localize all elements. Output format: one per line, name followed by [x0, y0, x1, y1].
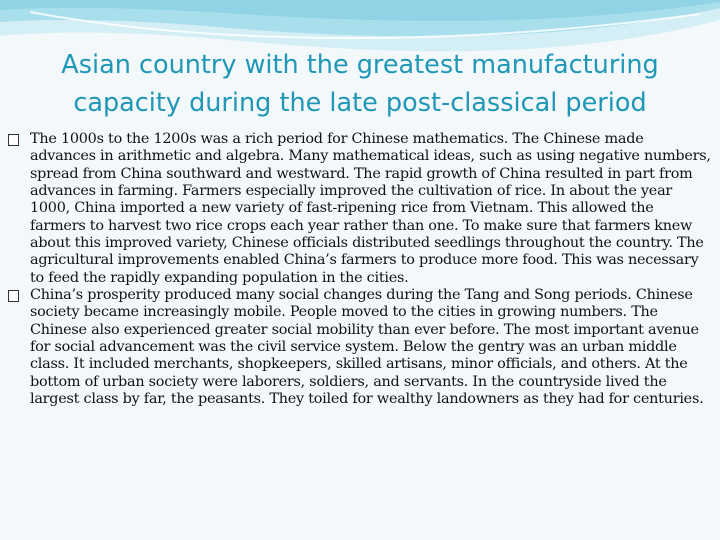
title-line-1: Asian country with the greatest manufacturing: [61, 50, 659, 80]
bullet-paragraph: [8, 131, 712, 287]
square-bullet-icon: [8, 134, 19, 146]
slide-title: [20, 46, 700, 122]
slide-body: [8, 131, 712, 409]
square-bullet-icon: [8, 290, 19, 302]
title-line-2: capacity during the late post-classical period: [73, 88, 647, 118]
paragraph-text: The 1000s to the 1200s was a rich period for Chinese mathematics. The Chinese made advances in arithmetic and algebra. Many mathematical ideas, such as using negative numbers, spread from China southward and westward. The rapid growth of China resulted in part from advances in farming. Farmers especially improved the cultivation of rice. In about the year 1000, China imported a new variety of fast-ripening rice from Vietnam. This allowed the farmers to harvest two rice crops each year rather than one. To make sure that farmers knew about this improved variety, Chinese officials distributed seedlings throughout the country. The agricultural improvements enabled China’s farmers to produce more food. This was necessary to feed the rapidly expanding population in the cities.: [30, 131, 711, 286]
paragraph-text: China’s prosperity produced many social changes during the Tang and Song periods. Chinese society became increasingly mobile. People moved to the cities in growing numbers. The Chinese also experienced greater social mobility than ever before. The most important avenue for social advancement was the civil service system. Below the gentry was an urban middle class. It included merchants, shopkeepers, skilled artisans, minor officials, and others. At the bottom of urban society were laborers, soldiers, and servants. In the countryside lived the largest class by far, the peasants. They toiled for wealthy landowners as they had for centuries.: [30, 287, 704, 408]
bullet-paragraph: [8, 287, 712, 408]
